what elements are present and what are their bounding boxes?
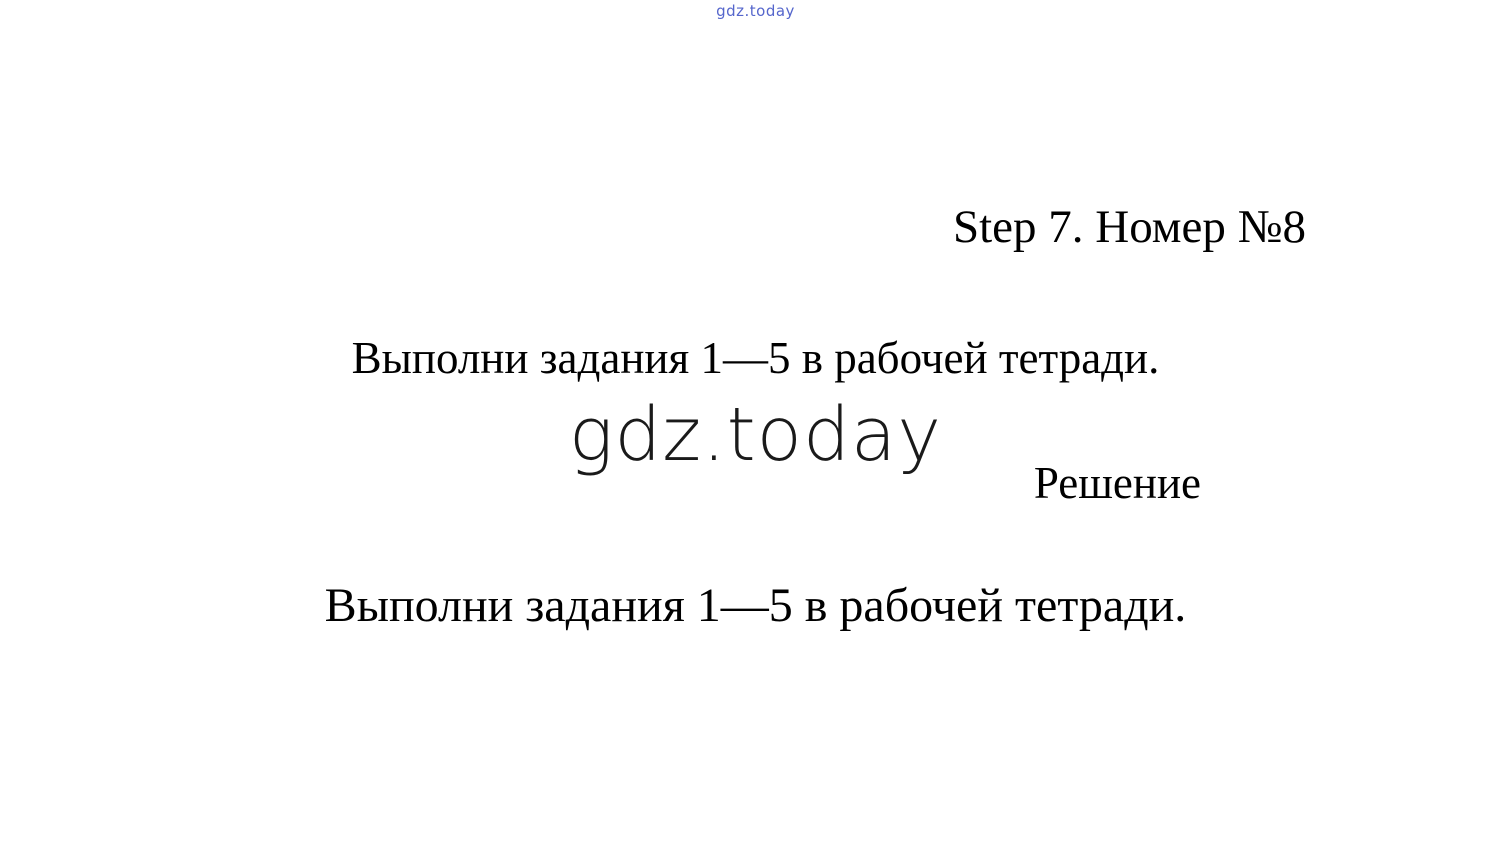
solution-text: Выполни задания 1—5 в рабочей тетради. bbox=[324, 579, 1187, 632]
page-title: Step 7. Номер №8 bbox=[952, 201, 1306, 253]
task-statement: Выполни задания 1—5 в рабочей тетради. bbox=[351, 333, 1160, 383]
solution-heading: Решение bbox=[1033, 458, 1201, 508]
center-watermark: gdz.today bbox=[568, 392, 943, 478]
top-watermark: gdz.today bbox=[716, 2, 795, 20]
